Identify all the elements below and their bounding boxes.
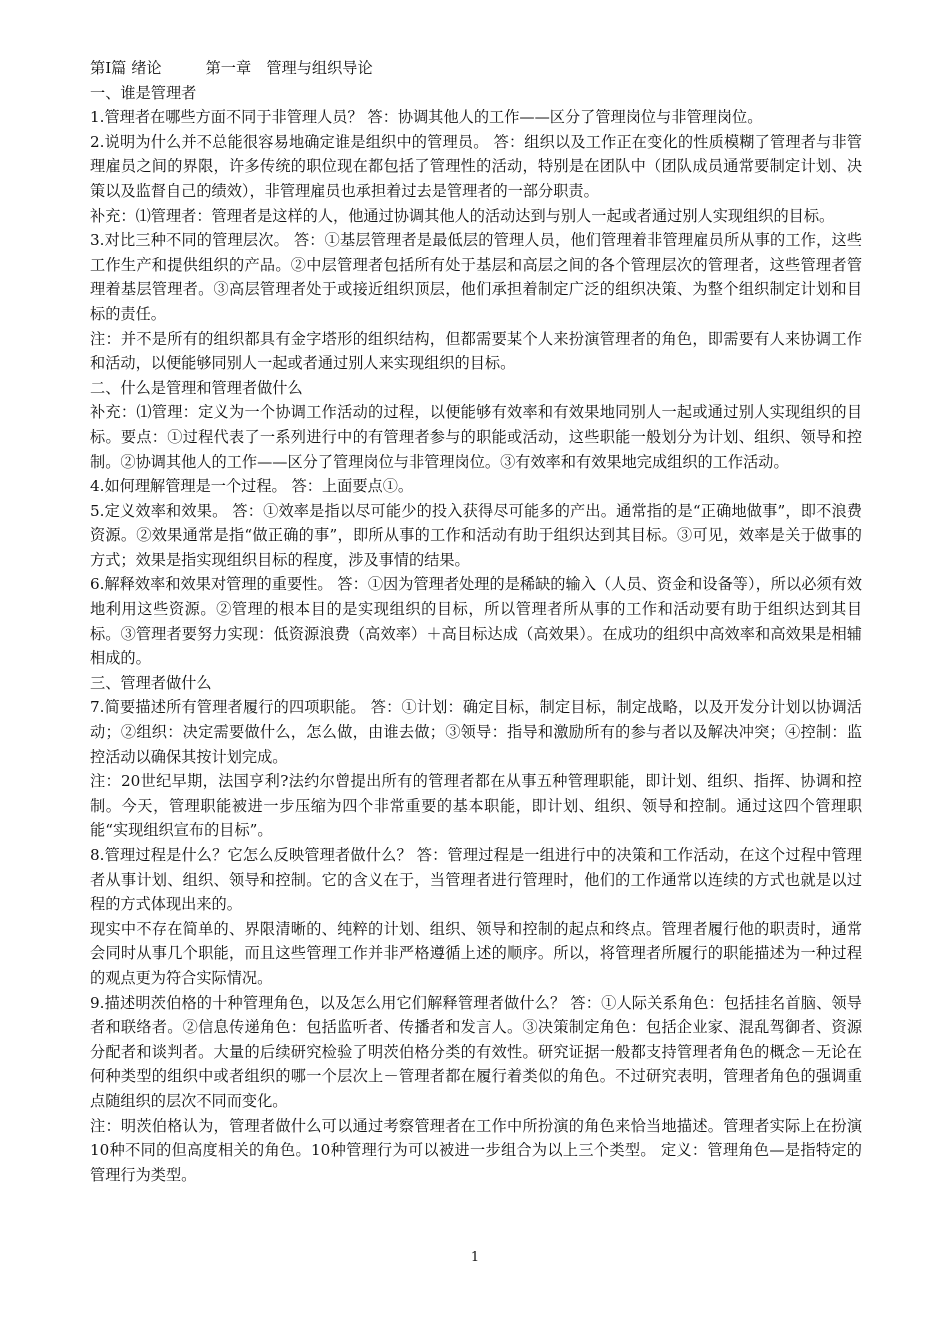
page-number: 1: [470, 1250, 480, 1265]
document-page: [90, 56, 862, 1187]
question-paragraph: 2.说明为什么并不总能很容易地确定谁是组织中的管理员。 答：组织以及工作正在变化的性质模糊了管理者与非管理雇员之间的界限，许多传统的职位现在都包括了管理性的活动，特别是在团队中（团队成员通常要制定计划、决策以及监督自己的绩效），非管理雇员也承担着过去是管理者的一部分职责。: [90, 132, 862, 200]
question-paragraph: 3.对比三种不同的管理层次。 答：①基层管理者是最低层的管理人员，他们管理着非管理雇员所从事的工作，这些工作生产和提供组织的产品。②中层管理者包括所有处于基层和高层之间的各个管理层次的管理者，这些管理者管理着基层管理者。③高层管理者处于或接近组织顶层，他们承担着制定广泛的组织决策、为整个组织制定计划和目标的责任。: [90, 231, 862, 323]
section-heading: 三、管理者做什么: [90, 673, 212, 692]
question-paragraph: 6.解释效率和效果对管理的重要性。 答：①因为管理者处理的是稀缺的输入（人员、资金和设备等），所以必须有效地利用这些资源。②管理的根本目的是实现组织的目标，所以管理者所从事的工作和活动要有助于组织达到其目标。③管理者要努力实现：低资源浪费（高效率）＋高目标达成（高效果）。在成功的组织中高效率和高效果是相辅相成的。: [90, 575, 862, 668]
supplement-paragraph: 补充：⑴管理：定义为一个协调工作活动的过程，以便能够有效率和有效果地同别人一起或通过别人实现组织的目标。要点：①过程代表了一系列进行中的有管理者参与的职能或活动，这些职能一般划分为计划、组织、领导和控制。②协调其他人的工作——区分了管理岗位与非管理岗位。③有效率和有效果地完成组织的工作活动。: [90, 403, 862, 471]
question-paragraph: 1.管理者在哪些方面不同于非管理人员？ 答：协调其他人的工作——区分了管理岗位与非管理岗位。: [90, 108, 763, 127]
question-paragraph: 4.如何理解管理是一个过程。 答：上面要点①。: [90, 477, 414, 496]
note-paragraph: 注：明茨伯格认为，管理者做什么可以通过考察管理者在工作中所扮演的角色来恰当地描述。管理者实际上在扮演10种不同的但高度相关的角色。10种管理行为可以被进一步组合为以上三个类型。 定义：管理角色—是指特定的管理行为类型。: [90, 1116, 862, 1184]
question-paragraph: 5.定义效率和效果。 答：①效率是指以尽可能少的投入获得尽可能多的产出。通常指的是“正确地做事”，即不浪费资源。②效果通常是指“做正确的事”，即所从事的工作和活动有助于组织达到其目标。③可见，效率是关于做事的方式；效果是指实现组织目标的程度，涉及事情的结果。: [90, 501, 862, 569]
document-header: [90, 56, 862, 81]
question-paragraph: 7.简要描述所有管理者履行的四项职能。 答：①计划：确定目标，制定目标，制定战略，以及开发分计划以协调活动；②组织：决定需要做什么，怎么做，由谁去做；③领导：指导和激励所有的参与者以及解决冲突；④控制：监控活动以确保其按计划完成。: [90, 698, 862, 766]
part-title: 第Ⅰ篇 绪论: [90, 59, 162, 77]
note-paragraph: 注：并不是所有的组织都具有金字塔形的组织结构，但都需要某个人来扮演管理者的角色，即需要有人来协调工作和活动，以便能够同别人一起或者通过别人来实现组织的目标。: [90, 329, 862, 373]
chapter-title: 第一章 管理与组织导论: [205, 59, 373, 77]
question-paragraph: 8.管理过程是什么？它怎么反映管理者做什么？ 答：管理过程是一组进行中的决策和工作活动，在这个过程中管理者从事计划、组织、领导和控制。它的含义在于，当管理者进行管理时，他们的工作通常以连续的方式也就是以过程的方式体现出来的。: [90, 846, 862, 914]
body-paragraph: 现实中不存在简单的、界限清晰的、纯粹的计划、组织、领导和控制的起点和终点。管理者履行他的职责时，通常会同时从事几个职能，而且这些管理工作并非严格遵循上述的顺序。所以，将管理者所履行的职能描述为一种过程的观点更为符合实际情况。: [90, 919, 862, 987]
section-heading: 二、什么是管理和管理者做什么: [90, 378, 303, 397]
note-paragraph: 注：20世纪早期，法国亨利?法约尔曾提出所有的管理者都在从事五种管理职能，即计划、组织、指挥、协调和控制。今天，管理职能被进一步压缩为四个非常重要的基本职能，即计划、组织、领导和控制。通过这四个管理职能“实现组织宣布的目标”。: [90, 772, 862, 840]
question-paragraph: 9.描述明茨伯格的十种管理角色，以及怎么用它们解释管理者做什么？ 答：①人际关系角色：包括挂名首脑、领导者和联络者。②信息传递角色：包括监听者、传播者和发言人。③决策制定角色：包括企业家、混乱驾御者、资源分配者和谈判者。大量的后续研究检验了明茨伯格分类的有效性。研究证据一般都支持管理者角色的概念－无论在何种类型的组织中或者组织的哪一个层次上－管理者都在履行着类似的角色。不过研究表明，管理者角色的强调重点随组织的层次不同而变化。: [90, 993, 862, 1110]
section-heading: 一、谁是管理者: [90, 83, 197, 102]
supplement-paragraph: 补充：⑴管理者：管理者是这样的人，他通过协调其他人的活动达到与别人一起或者通过别人实现组织的目标。: [90, 206, 835, 225]
